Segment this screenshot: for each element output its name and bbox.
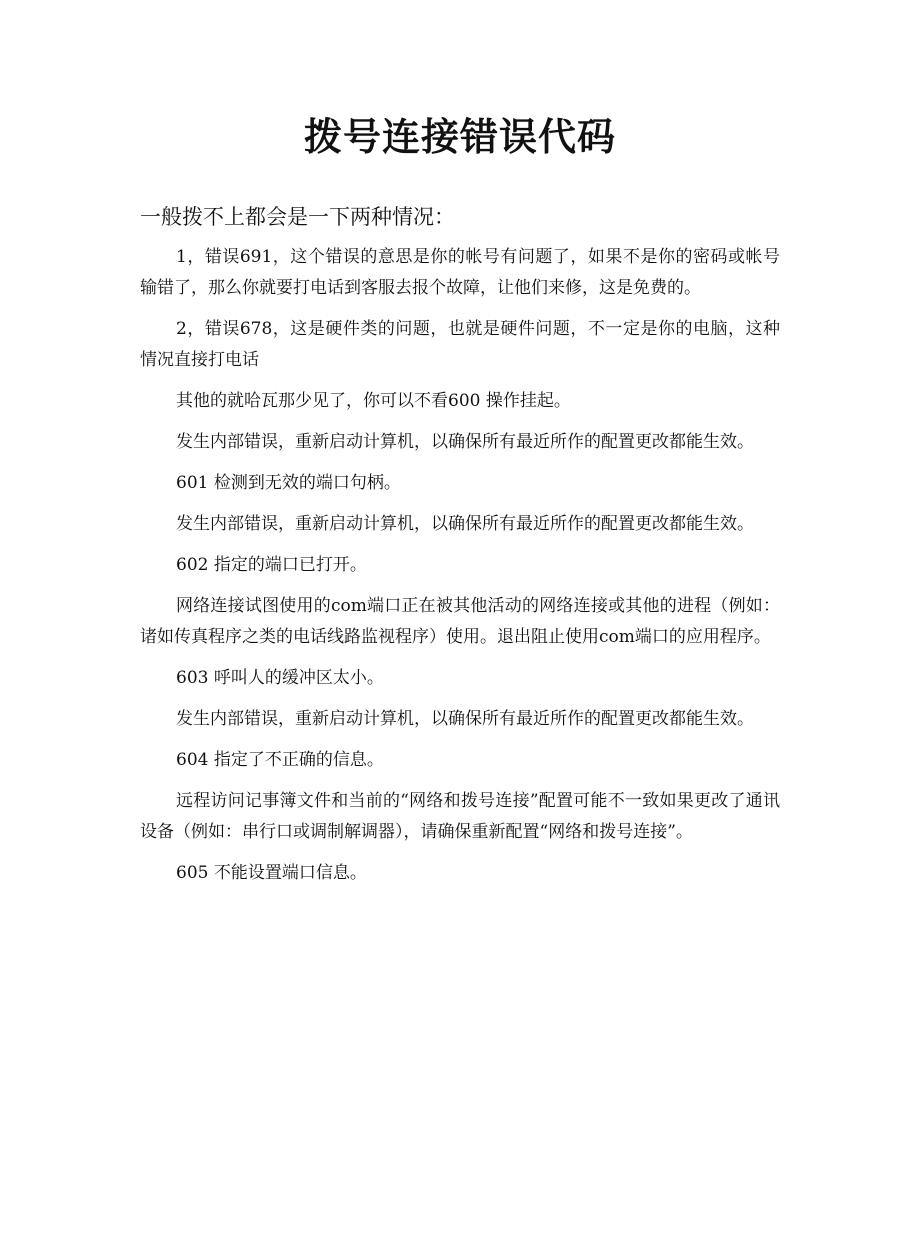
- paragraph: 2，错误678，这是硬件类的问题，也就是硬件问题，不一定是你的电脑，这种情况直接打电话: [140, 319, 780, 370]
- paragraph: 发生内部错误，重新启动计算机，以确保所有最近所作的配置更改都能生效。: [176, 514, 754, 534]
- paragraph: 1，错误691，这个错误的意思是你的帐号有问题了，如果不是你的密码或帐号输错了，那么你就要打电话到客服去报个故障，让他们来修，这是免费的。: [140, 247, 780, 298]
- paragraph: 远程访问记事簿文件和当前的“网络和拨号连接”配置可能不一致如果更改了通讯设备（例如：串行口或调制解调器），请确保重新配置“网络和拨号连接”。: [140, 791, 780, 842]
- intro-text: 一般拨不上都会是一下两种情况：: [140, 205, 455, 229]
- document-title: 拨号连接错误代码: [303, 114, 616, 159]
- paragraph: 网络连接试图使用的com端口正在被其他活动的网络连接或其他的进程（例如：诸如传真程序之类的电话线路监视程序）使用。退出阻止使用com端口的应用程序。: [140, 596, 780, 647]
- paragraph: 发生内部错误，重新启动计算机，以确保所有最近所作的配置更改都能生效。: [176, 709, 754, 729]
- paragraph: 其他的就哈瓦那少见了，你可以不看600 操作挂起。: [176, 391, 571, 411]
- paragraph: 603 呼叫人的缓冲区太小。: [176, 668, 384, 688]
- paragraph: 602 指定的端口已打开。: [176, 555, 367, 575]
- paragraph: 发生内部错误，重新启动计算机，以确保所有最近所作的配置更改都能生效。: [176, 432, 754, 452]
- paragraph: 601 检测到无效的端口句柄。: [176, 473, 401, 493]
- paragraph: 604 指定了不正确的信息。: [176, 750, 384, 770]
- paragraph: 605 不能设置端口信息。: [176, 863, 367, 883]
